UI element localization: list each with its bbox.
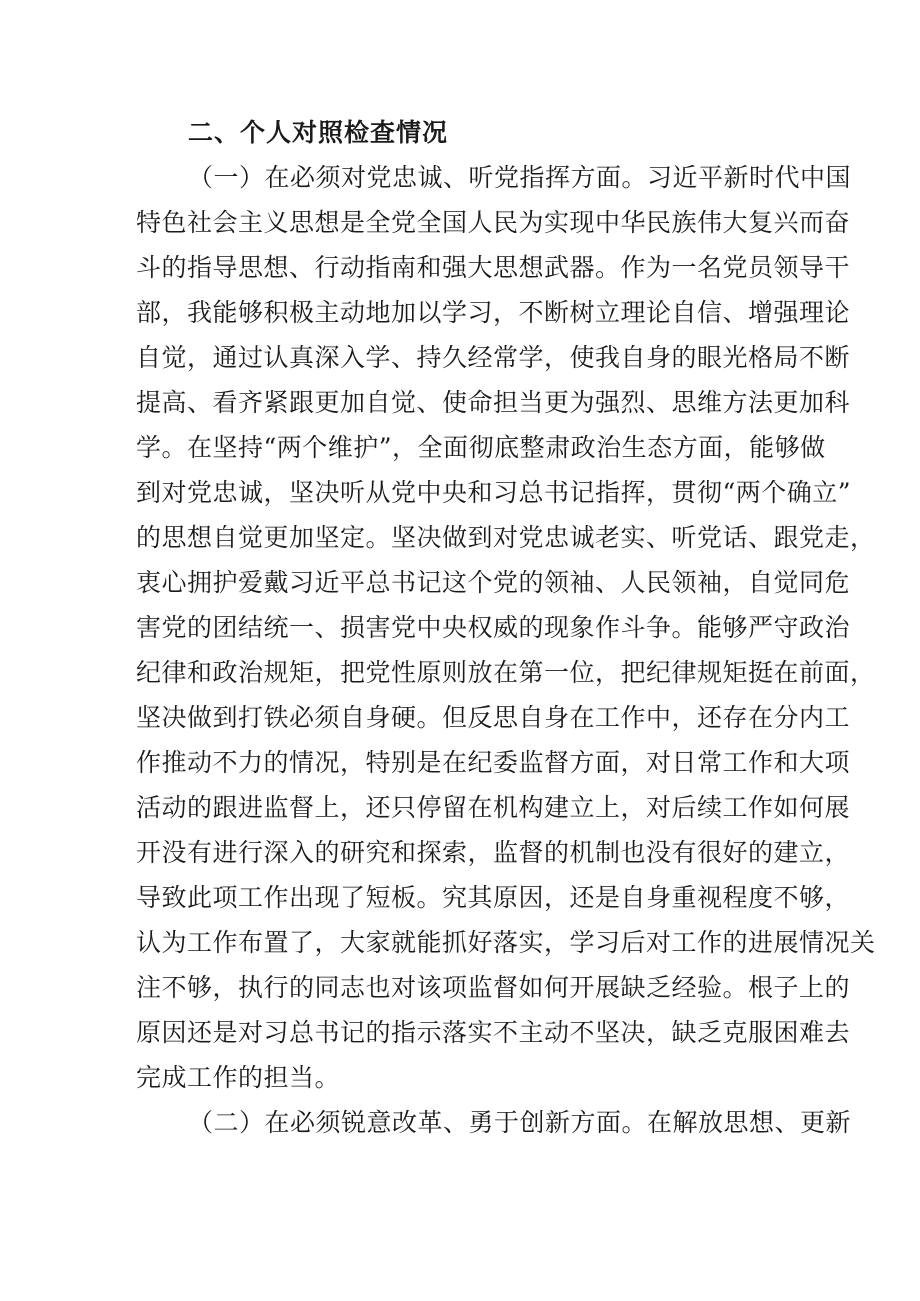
paragraph-line: 的思想自觉更加坚定。坚决做到对党忠诚老实、听党话、跟党走， <box>136 523 876 552</box>
paragraph-line: （一）在必须对党忠诚、听党指挥方面。习近平新时代中国 <box>188 163 852 192</box>
paragraph-line: 活动的跟进监督上，还只停留在机构建立上，对后续工作如何展 <box>136 793 851 822</box>
paragraph-line: （二）在必须锐意改革、勇于创新方面。在解放思想、更新 <box>188 1108 852 1137</box>
section-heading: 二、个人对照检查情况 <box>188 118 449 147</box>
paragraph-line: 提高、看齐紧跟更加自觉、使命担当更为强烈、思维方法更加科 <box>136 388 851 417</box>
paragraph-line: 作推动不力的情况，特别是在纪委监督方面，对日常工作和大项 <box>136 748 851 777</box>
paragraph-line: 开没有进行深入的研究和探索，监督的机制也没有很好的建立， <box>136 838 851 867</box>
paragraph-line: 原因还是对习总书记的指示落实不主动不坚决，缺乏克服困难去 <box>136 1018 851 1047</box>
paragraph-line: 完成工作的担当。 <box>136 1063 341 1092</box>
paragraph-line: 部，我能够积极主动地加以学习，不断树立理论自信、增强理论 <box>136 298 851 327</box>
paragraph-line: 导致此项工作出现了短板。究其原因，还是自身重视程度不够， <box>136 883 851 912</box>
paragraph-line: 到对党忠诚，坚决听从党中央和习总书记指挥，贯彻“两个确立” <box>136 478 852 507</box>
paragraph-line: 害党的团结统一、损害党中央权威的现象作斗争。能够严守政治 <box>136 613 851 642</box>
paragraph-line: 自觉，通过认真深入学、持久经常学，使我自身的眼光格局不断 <box>136 343 851 372</box>
paragraph-line: 特色社会主义思想是全党全国人民为实现中华民族伟大复兴而奋 <box>136 208 851 237</box>
paragraph-line: 斗的指导思想、行动指南和强大思想武器。作为一名党员领导干 <box>136 253 851 282</box>
paragraph-line: 注不够，执行的同志也对该项监督如何开展缺乏经验。根子上的 <box>136 973 851 1002</box>
paragraph-line: 纪律和政治规矩，把党性原则放在第一位，把纪律规矩挺在前面， <box>136 658 876 687</box>
paragraph-line: 衷心拥护爱戴习近平总书记这个党的领袖、人民领袖，自觉同危 <box>136 568 851 597</box>
paragraph-line: 坚决做到打铁必须自身硬。但反思自身在工作中，还存在分内工 <box>136 703 851 732</box>
paragraph-line: 认为工作布置了，大家就能抓好落实，学习后对工作的进展情况关 <box>136 928 876 957</box>
paragraph-line: 学。在坚持“两个维护”，全面彻底整肃政治生态方面，能够做 <box>136 433 826 462</box>
